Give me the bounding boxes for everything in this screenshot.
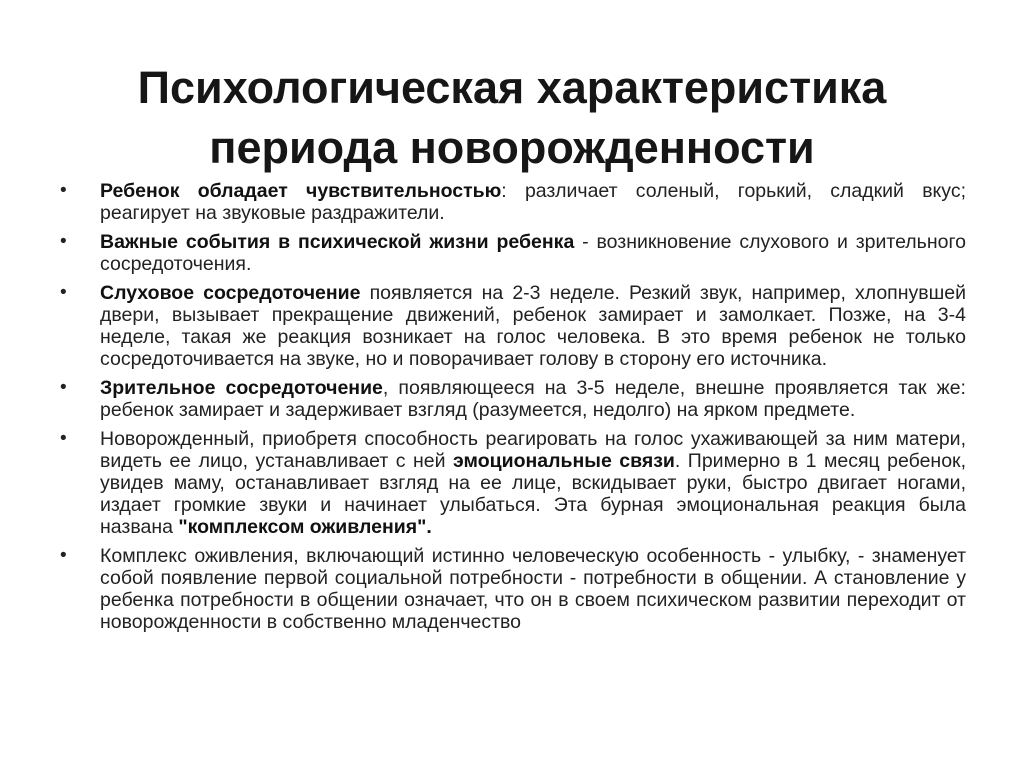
bullet-heading: Слуховое сосредоточение bbox=[100, 282, 361, 304]
slide-title bbox=[40, 58, 984, 178]
bullet-item-sensitivity bbox=[60, 180, 966, 224]
bullet-dot-icon: • bbox=[60, 377, 67, 398]
bullet-emphasis: "комплексом оживления". bbox=[178, 516, 432, 538]
bullet-text: Новорожденный, приобретя способность реагировать на голос ухаживающей за ним матери, видеть ее лицо, устанавливает с ней bbox=[100, 428, 966, 472]
bullet-emphasis: эмоциональные связи bbox=[453, 450, 675, 472]
bullet-text: . Примерно в 1 месяц ребенок, увидев маму, останавливает взгляд на ее лице, вскидывает руки, быстро двигает ногами, издает громкие звуки и начинает улыбаться. Эта бурная эмоциональная реакция была названа bbox=[100, 450, 966, 538]
bullet-text: - возникновение слухового и зрительного сосредоточения. bbox=[100, 231, 966, 275]
bullet-item-visual-focus bbox=[60, 377, 966, 421]
bullet-heading: Ребенок обладает чувствительностью bbox=[100, 180, 502, 202]
bullet-item-auditory-focus bbox=[60, 282, 966, 370]
bullet-heading: Зрительное сосредоточение bbox=[100, 377, 383, 399]
bullet-dot-icon: • bbox=[60, 428, 67, 449]
bullet-dot-icon: • bbox=[60, 282, 67, 303]
bullet-dot-icon: • bbox=[60, 545, 67, 566]
bullet-list bbox=[60, 180, 966, 640]
bullet-text: , появляющееся на 3-5 неделе, внешне проявляется так же: ребенок замирает и задерживает взгляд (разумеется, недолго) на ярком предмете. bbox=[100, 377, 966, 421]
bullet-dot-icon: • bbox=[60, 231, 67, 252]
slide-title-line-2: периода новорожденности bbox=[209, 122, 815, 174]
bullet-dot-icon: • bbox=[60, 180, 67, 201]
bullet-item-emotional-bonds bbox=[60, 428, 966, 538]
bullet-text: появляется на 2-3 неделе. Резкий звук, например, хлопнувшей двери, вызывает прекращение движений, ребенок замирает и замолкает. Позже, на 3-4 неделе, такая же реакция возникает на голос человека. В это время ребенок не только сосредоточивается на звуке, но и поворачивает голову в сторону его источника. bbox=[100, 282, 967, 370]
bullet-item-important-events bbox=[60, 231, 966, 275]
bullet-item-revival-complex bbox=[60, 545, 966, 633]
slide-title-line-1: Психологическая характеристика bbox=[137, 62, 887, 114]
bullet-heading: Важные события в психической жизни ребенка bbox=[100, 231, 575, 253]
bullet-text: Комплекс оживления, включающий истинно человеческую особенность - улыбку, - знаменует собой появление первой социальной потребности - потребности в общении. А становление у ребенка потребности в общении означает, что он в своем психическом развитии переходит от новорожденности в собственно младенчество bbox=[100, 545, 966, 633]
bullet-text: : различает соленый, горький, сладкий вкус; реагирует на звуковые раздражители. bbox=[100, 180, 966, 224]
